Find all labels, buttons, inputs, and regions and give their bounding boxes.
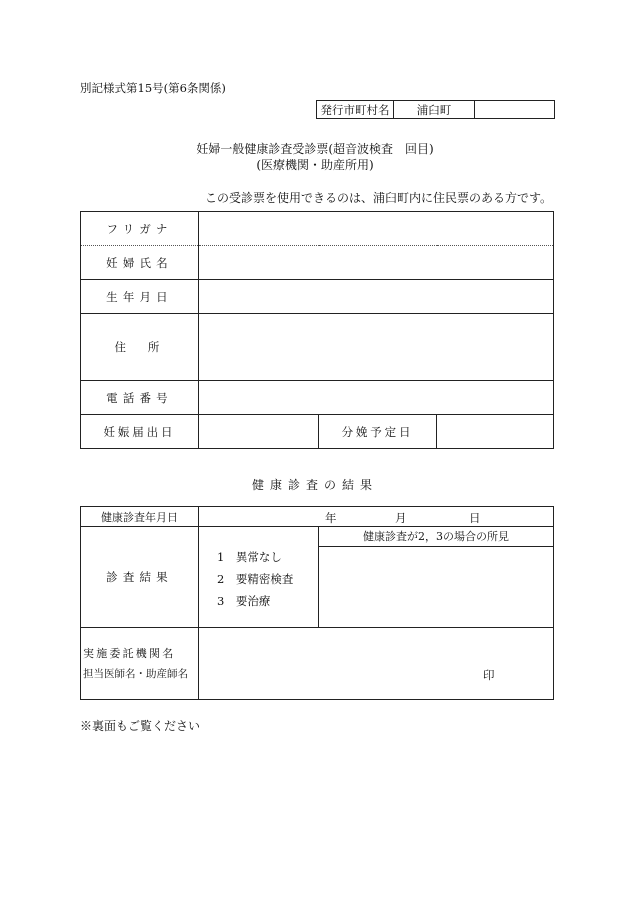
name-label: 妊婦氏名 — [81, 246, 199, 280]
issuer-value: 浦臼町 — [394, 101, 475, 119]
findings-label: 健康診査が2，3の場合の所見 — [319, 527, 553, 547]
exam-result-label: 診査結果 — [81, 527, 199, 628]
pregnancy-report-date-label: 妊娠届出日 — [81, 415, 199, 449]
doctor-label: 担当医師名・助産師名 — [83, 667, 188, 680]
furigana-field[interactable] — [199, 212, 554, 246]
exam-date-month-label: 月 — [395, 510, 407, 525]
institution-labels — [81, 628, 199, 700]
issuer-box — [316, 100, 555, 119]
phone-label: 電話番号 — [81, 381, 199, 415]
pregnancy-report-date-field[interactable] — [199, 415, 319, 449]
findings-field[interactable] — [319, 547, 553, 627]
exam-date-year-label: 年 — [325, 510, 337, 525]
findings-cell — [319, 527, 554, 628]
result-option-2[interactable]: 2 要精密検査 — [217, 572, 294, 586]
birth-date-field[interactable] — [199, 280, 554, 314]
seal-mark: 印 — [483, 667, 495, 682]
footer-note: ※裏面もご覧ください — [80, 719, 201, 733]
form-title-line1: 妊婦一般健康診査受診票(超音波検査 回目) — [196, 142, 434, 156]
result-option-1[interactable]: 1 異常なし — [217, 550, 282, 564]
birth-date-label: 生年月日 — [81, 280, 199, 314]
name-field[interactable] — [199, 246, 554, 280]
results-heading: 健康診査の結果 — [251, 478, 378, 492]
furigana-label: フリガナ — [81, 212, 199, 246]
due-date-field[interactable] — [437, 415, 554, 449]
address-field[interactable] — [199, 314, 554, 381]
phone-field[interactable] — [199, 381, 554, 415]
eligibility-notice: この受診票を使用できるのは、浦臼町内に住民票のある方です。 — [204, 191, 552, 205]
form-title-line2: (医療機関・助産所用) — [256, 158, 374, 172]
address-label: 住 所 — [81, 314, 199, 381]
patient-info-table — [80, 211, 554, 449]
form-number: 別記様式第15号(第6条関係) — [80, 81, 226, 95]
due-date-label: 分娩予定日 — [319, 415, 437, 449]
exam-date-day-label: 日 — [469, 510, 481, 525]
institution-label: 実施委託機関名 — [83, 646, 176, 660]
result-option-3[interactable]: 3 要治療 — [217, 594, 271, 608]
issuer-label: 発行市町村名 — [317, 101, 394, 119]
issuer-blank[interactable] — [475, 101, 555, 119]
exam-date-label: 健康診査年月日 — [81, 507, 199, 527]
exam-result-options[interactable] — [199, 527, 319, 628]
institution-field[interactable] — [199, 628, 554, 700]
exam-date-field[interactable] — [199, 507, 554, 527]
results-table — [80, 506, 554, 700]
